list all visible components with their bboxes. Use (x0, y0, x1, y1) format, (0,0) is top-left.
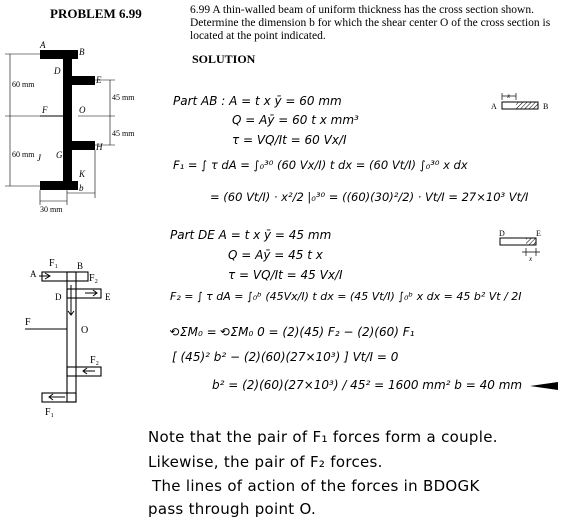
solution-line-6: Part DE A = t x ȳ = 45 mm (170, 228, 332, 242)
web (63, 50, 72, 190)
dim-30mm: 30 mm (40, 205, 63, 214)
label-D: D (54, 66, 61, 76)
note-line-1: Note that the pair of F₁ forces form a couple. (148, 428, 498, 446)
dim-60mm-top: 60 mm (12, 80, 35, 89)
solution-line-12: b² = (2)(60)(27×10³) / 45² = 1600 mm² b = 40 mm (212, 378, 523, 392)
label-E: E (96, 75, 102, 85)
section-AB-label-A: A (491, 102, 497, 111)
force-O: O (81, 325, 89, 336)
note-line-4: pass through point O. (148, 500, 317, 518)
flange-AB (40, 50, 78, 59)
problem-statement (190, 4, 550, 43)
note-line-2: Likewise, the pair of F₂ forces. (148, 453, 383, 471)
statement-line-2: Determine the dimension b for which the shear center O of the cross section is (190, 17, 551, 29)
section-AB-sketch (488, 90, 558, 120)
force-label-A: A (30, 269, 37, 279)
flange-JK (40, 181, 78, 190)
problem-label: PROBLEM 6.99 (50, 6, 142, 21)
solution-line-3: τ = VQ/It = 60 Vx/I (232, 133, 347, 147)
force-F2-top: F₂ (89, 273, 99, 284)
dim-45mm-bottom: 45 mm (112, 129, 135, 138)
force-F2-bottom: F₂ (90, 355, 100, 366)
dim-b: b (79, 183, 84, 193)
force-label-E: E (105, 292, 111, 302)
label-K: K (79, 169, 86, 179)
label-O: O (79, 105, 86, 115)
dim-60mm-bottom: 60 mm (12, 150, 35, 159)
statement-line-1: 6.99 A thin-walled beam of uniform thickness has the cross section shown. (190, 4, 534, 16)
cross-section-figure (0, 40, 150, 215)
section-DE-label-E: E (536, 229, 541, 238)
flange-GH (63, 141, 95, 150)
force-label-D: D (55, 292, 62, 302)
solution-line-7: Q = Aȳ = 45 t x (228, 248, 323, 262)
solution-line-4: F₁ = ∫ τ dA = ∫₀³⁰ (60 Vx/I) t dx = (60 Vt/I) ∫₀³⁰ x dx (173, 158, 468, 172)
solution-line-9: F₂ = ∫ τ dA = ∫₀ᵇ (45Vx/I) t dx = (45 Vt/I) ∫₀ᵇ x dx = 45 b² Vt / 2I (170, 290, 522, 303)
force-F: F (25, 317, 31, 328)
note-line-3: The lines of action of the forces in BDOGK (152, 477, 480, 495)
force-diagram (25, 255, 135, 420)
label-G: G (56, 150, 63, 160)
answer-arrow-icon (528, 378, 560, 394)
section-AB-x: x (507, 92, 511, 100)
force-F1-bottom: F₁ (45, 407, 55, 418)
solution-line-2: Q = Aȳ = 60 t x mm³ (232, 113, 359, 127)
solution-line-8: τ = VQ/It = 45 Vx/I (228, 268, 343, 282)
section-AB-label-B: B (543, 102, 549, 111)
section-DE-label-D: D (499, 229, 505, 238)
section-DE-sketch (486, 228, 556, 262)
solution-line-5: = (60 Vt/I) · x²/2 |₀³⁰ = ((60)(30)²/2) · Vt/I = 27×10³ Vt/I (210, 190, 529, 204)
dim-45mm-top: 45 mm (112, 93, 135, 102)
label-B: B (79, 47, 85, 57)
solution-line-10: ⟲ΣM₀ = ⟲ΣM₀ 0 = (2)(45) F₂ − (2)(60) F₁ (170, 325, 415, 339)
section-DE-x: x (529, 255, 533, 262)
label-J: J (37, 153, 41, 163)
label-A: A (40, 40, 46, 50)
force-F1-top: F₁ (49, 258, 59, 269)
solution-line-1: Part AB : A = t x ȳ = 60 mm (173, 94, 342, 108)
statement-line-3: located at the point indicated. (190, 30, 326, 42)
force-label-B: B (77, 261, 84, 271)
flange-DE (63, 76, 95, 85)
label-F: F (42, 105, 48, 115)
solution-line-11: [ (45)² b² − (2)(60)(27×10³) ] Vt/I = 0 (172, 350, 399, 364)
solution-heading: SOLUTION (192, 52, 256, 66)
label-H: H (96, 142, 103, 152)
